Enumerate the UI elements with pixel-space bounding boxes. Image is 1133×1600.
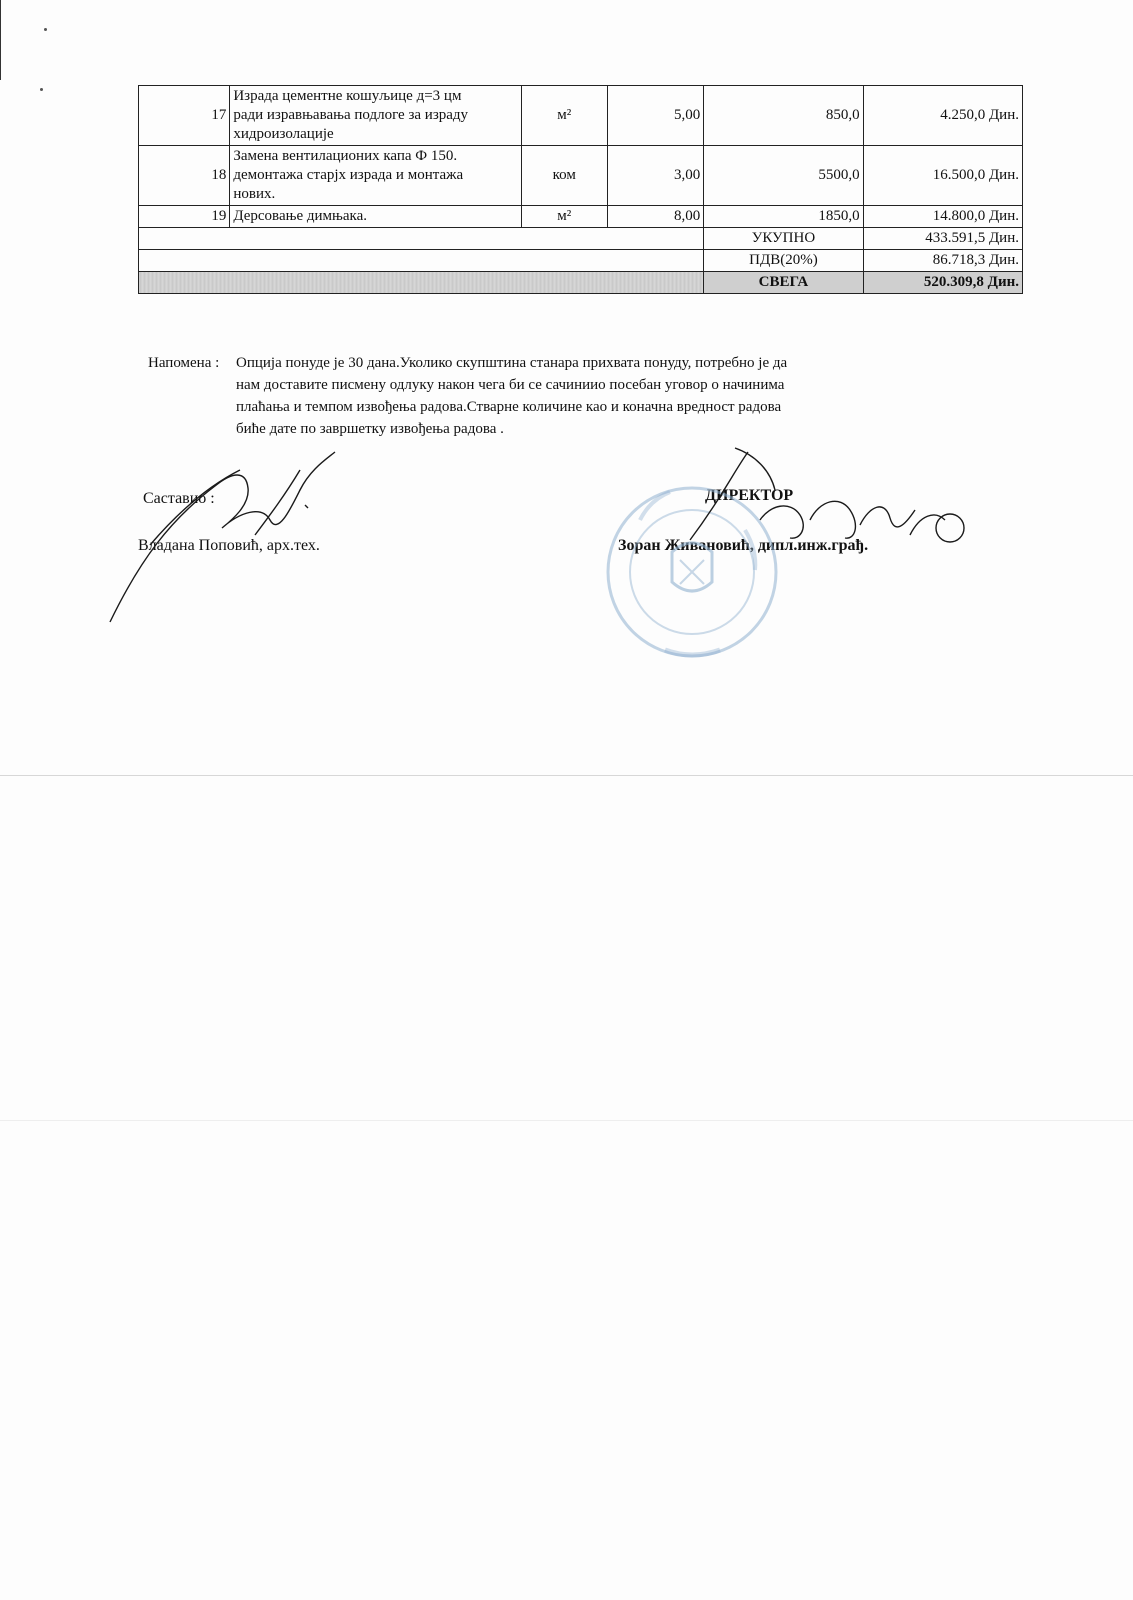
description-line: Замена вентилационих капа Ф 150. [233, 148, 458, 164]
description-line: хидроизолације [233, 126, 334, 142]
summary-label: СВЕГА [704, 272, 863, 294]
item-unit: ком [521, 146, 607, 206]
official-stamp-icon [608, 488, 776, 656]
composed-by-name: Владана Поповић, арх.тех. [138, 537, 320, 554]
signature-right-icon [690, 448, 964, 542]
item-quantity: 8,00 [607, 206, 703, 228]
director-name: Зоран Живановић, дипл.инж.грађ. [618, 537, 869, 554]
note-label: Напомена : [148, 355, 220, 371]
summary-value: 433.591,5 Дин. [863, 228, 1022, 250]
description-line: нових. [233, 186, 276, 202]
item-quantity: 3,00 [607, 146, 703, 206]
item-quantity: 5,00 [607, 86, 703, 146]
signature-left-icon [110, 452, 335, 622]
item-unit-price: 850,0 [704, 86, 863, 146]
item-number: 17 [139, 86, 230, 146]
director-title: ДИРЕКТОР [705, 487, 794, 504]
description-line: Израда цементне кошуљице д=3 цм [233, 88, 462, 104]
composed-by-label: Саставио : [143, 490, 215, 507]
note-line: биће дате по завршетку извођења радова . [236, 421, 504, 437]
paper-fold-line [0, 1120, 1133, 1121]
item-number: 18 [139, 146, 230, 206]
item-total: 14.800,0 Дин. [863, 206, 1022, 228]
item-number: 19 [139, 206, 230, 228]
item-unit: м² [521, 86, 607, 146]
item-total: 4.250,0 Дин. [863, 86, 1022, 146]
paper-fold-line [0, 775, 1133, 776]
item-unit-price: 1850,0 [704, 206, 863, 228]
description-line: Дерсовање димњака. [233, 208, 367, 224]
item-unit-price: 5500,0 [704, 146, 863, 206]
note-line: плаћања и темпом извођења радова.Стварне количине као и коначна вредност радова [236, 399, 782, 415]
summary-value: 520.309,8 Дин. [863, 272, 1022, 294]
item-unit: м² [521, 206, 607, 228]
description-line: демонтажа старјх израда и монтажа [233, 167, 464, 183]
summary-value: 86.718,3 Дин. [863, 250, 1022, 272]
summary-label: УКУПНО [704, 228, 863, 250]
note-line: Опција понуде је 30 дана.Уколико скупштина станара прихвата понуду, потребно је да [236, 355, 788, 371]
summary-label: ПДВ(20%) [704, 250, 863, 272]
description-line: ради изравњавања подлоге за израду [233, 107, 469, 123]
item-total: 16.500,0 Дин. [863, 146, 1022, 206]
note-line: нам доставите писмену одлуку након чега би се сачиниио посебан уговор о начинима [236, 377, 785, 393]
